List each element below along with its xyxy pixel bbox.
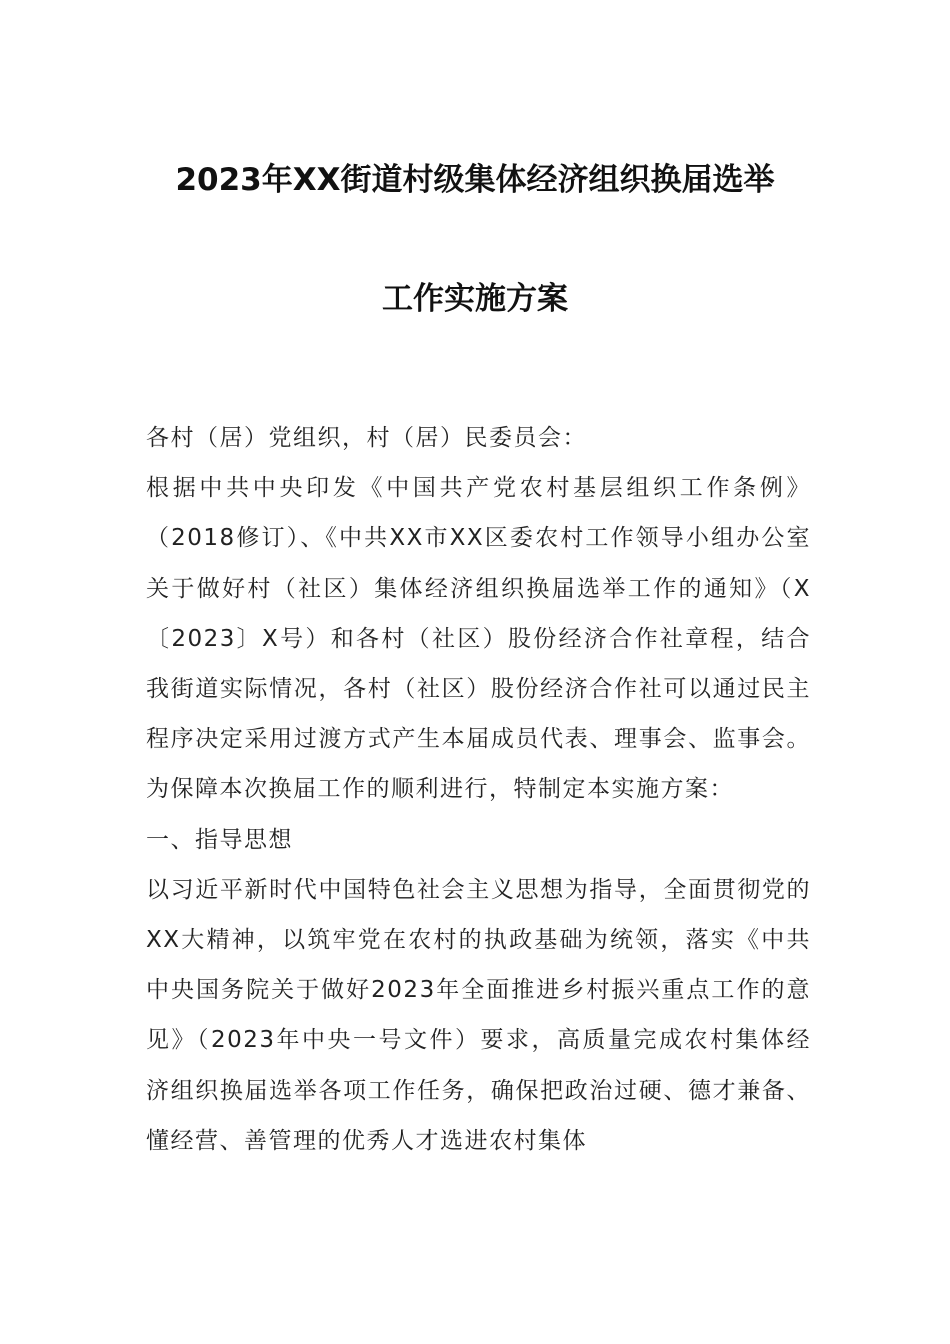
section-heading-guiding-ideology: 一、指导思想 bbox=[146, 826, 293, 853]
document-title-line-2: 工作实施方案 bbox=[382, 281, 568, 317]
document-body bbox=[146, 413, 811, 1166]
intro-paragraph: 根据中共中央印发《中国共产党农村基层组织工作条例》（2018修订）、《中共XX市XX区委农村工作领导小组办公室关于做好村（社区）集体经济组织换届选举工作的通知》（X〔2023〕X号）和各村（社区）股份经济合作社章程，结合我街道实际情况，各村（社区）股份经济合作社可以通过民主程序决定采用过渡方式产生本届成员代表、理事会、监事会。为保障本次换届工作的顺利进行，特制定本实施方案： bbox=[146, 475, 811, 803]
document-title-line-1: 2023年XX街道村级集体经济组织换届选举 bbox=[175, 162, 775, 198]
salutation: 各村（居）党组织，村（居）民委员会： bbox=[146, 425, 587, 451]
section-paragraph-guiding-ideology: 以习近平新时代中国特色社会主义思想为指导，全面贯彻党的XX大精神，以筑牢党在农村的执政基础为统领，落实《中共中央国务院关于做好2023年全面推进乡村振兴重点工作的意见》（2023年中央一号文件）要求，高质量完成农村集体经济组织换届选举各项工作任务，确保把政治过硬、德才兼备、懂经营、善管理的优秀人才选进农村集体 bbox=[146, 876, 811, 1154]
